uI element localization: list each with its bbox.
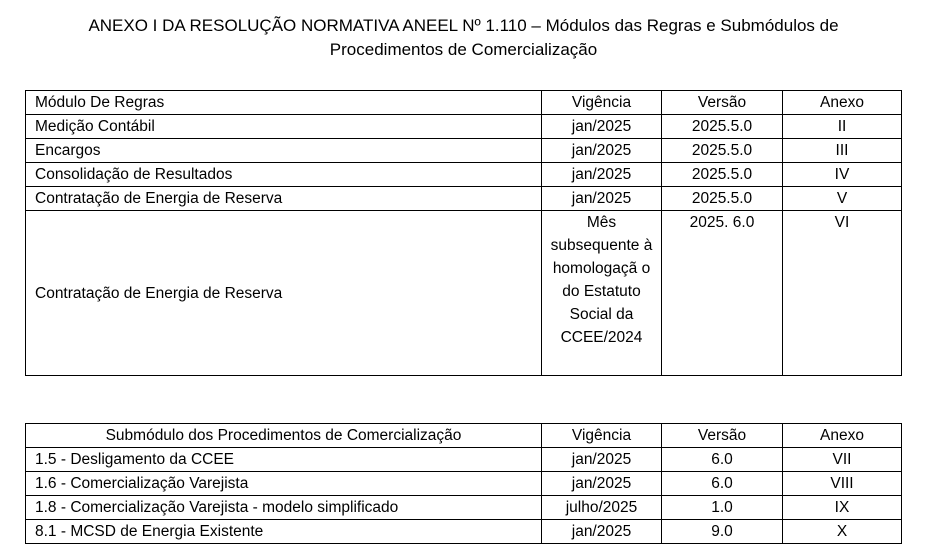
cell-submodule: 1.6 - Comercialização Varejista [26, 472, 542, 496]
header-anexo: Anexo [783, 91, 902, 115]
cell-module: Encargos [26, 139, 542, 163]
cell-versao: 2025.5.0 [662, 187, 783, 211]
title-line-1: ANEXO I DA RESOLUÇÃO NORMATIVA ANEEL Nº 1.110 – Módulos das Regras e Submódulos de [88, 16, 839, 35]
table-row [26, 115, 902, 139]
cell-anexo: IV [783, 163, 902, 187]
cell-anexo: IX [783, 496, 902, 520]
table-header-row [26, 424, 902, 448]
cell-versao: 1.0 [662, 496, 783, 520]
cell-vigencia: Mês subsequente à homologaçã o do Estatuto Social da CCEE/2024 [542, 211, 662, 376]
header-vigencia: Vigência [542, 91, 662, 115]
cell-versao: 2025. 6.0 [662, 211, 783, 376]
table-row [26, 211, 902, 376]
title-line-2: Procedimentos de Comercialização [329, 40, 598, 59]
submodules-table [25, 423, 902, 544]
cell-vigencia: jan/2025 [542, 163, 662, 187]
header-versao: Versão [662, 424, 783, 448]
cell-anexo: VIII [783, 472, 902, 496]
cell-versao: 2025.5.0 [662, 115, 783, 139]
cell-anexo: V [783, 187, 902, 211]
cell-versao: 2025.5.0 [662, 139, 783, 163]
header-vigencia: Vigência [542, 424, 662, 448]
cell-anexo: VI [783, 211, 902, 376]
cell-versao: 6.0 [662, 448, 783, 472]
cell-vigencia: jan/2025 [542, 139, 662, 163]
table-header-row [26, 91, 902, 115]
cell-anexo: VII [783, 448, 902, 472]
table-row [26, 139, 902, 163]
cell-submodule: 1.5 - Desligamento da CCEE [26, 448, 542, 472]
cell-anexo: III [783, 139, 902, 163]
table-row [26, 496, 902, 520]
cell-vigencia: jan/2025 [542, 520, 662, 544]
cell-vigencia: jan/2025 [542, 115, 662, 139]
header-module: Módulo De Regras [26, 91, 542, 115]
rules-modules-table [25, 90, 902, 376]
cell-module: Contratação de Energia de Reserva [26, 187, 542, 211]
header-submodule: Submódulo dos Procedimentos de Comercialização [26, 424, 542, 448]
cell-versao: 9.0 [662, 520, 783, 544]
table-row [26, 163, 902, 187]
header-versao: Versão [662, 91, 783, 115]
cell-versao: 6.0 [662, 472, 783, 496]
cell-module: Contratação de Energia de Reserva [26, 211, 542, 376]
cell-module: Medição Contábil [26, 115, 542, 139]
cell-module: Consolidação de Resultados [26, 163, 542, 187]
table-row [26, 187, 902, 211]
cell-vigencia: jan/2025 [542, 472, 662, 496]
cell-vigencia: jan/2025 [542, 448, 662, 472]
cell-anexo: X [783, 520, 902, 544]
table-row [26, 520, 902, 544]
table-row [26, 472, 902, 496]
cell-vigencia: julho/2025 [542, 496, 662, 520]
document-title [0, 14, 927, 62]
cell-vigencia: jan/2025 [542, 187, 662, 211]
cell-submodule: 8.1 - MCSD de Energia Existente [26, 520, 542, 544]
table-row [26, 448, 902, 472]
header-anexo: Anexo [783, 424, 902, 448]
cell-submodule: 1.8 - Comercialização Varejista - modelo simplificado [26, 496, 542, 520]
cell-anexo: II [783, 115, 902, 139]
cell-versao: 2025.5.0 [662, 163, 783, 187]
